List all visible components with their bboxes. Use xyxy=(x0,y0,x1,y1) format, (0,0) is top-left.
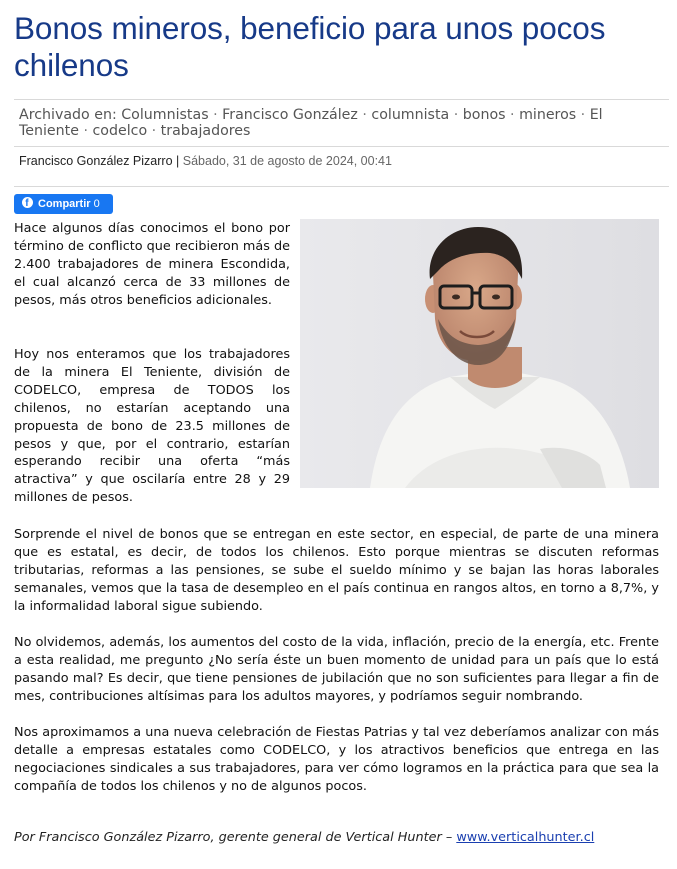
facebook-icon xyxy=(22,197,33,208)
share-label: Compartir xyxy=(38,198,91,210)
paragraph-5: Nos aproximamos a una nueva celebración de Fiestas Patrias y tal vez deberíamos analizar con más detalle a empresas estatales como CODELCO, y los atractivos beneficios que entrega en las negociaciones sindicales a sus trabajadores, para ver cómo logramos en la práctica para que sea la compañía de todos los chilenos y no de algunos pocos. xyxy=(14,725,659,794)
tag-separator: · xyxy=(213,107,218,123)
divider xyxy=(14,146,669,147)
vertical-hunter-link[interactable]: www.verticalhunter.cl xyxy=(456,830,595,845)
tag-separator: · xyxy=(580,107,586,123)
tag-separator: · xyxy=(510,107,515,123)
facebook-share-button[interactable] xyxy=(14,194,113,214)
tag-link-codelco[interactable]: codelco xyxy=(92,123,148,139)
paragraph-2: Hoy nos enteramos que los trabajadores de la minera El Teniente, división de CODELCO, empresa de TODOS los chilenos, no estarían aceptando una propuesta de bono de 23.5 millones de pesos y que, por el contrario, estarían esperando recibir una oferta “más atractiva” y que oscilaría entre 28 y 29 millones de pesos. xyxy=(14,347,290,506)
tag-separator: · xyxy=(151,123,157,139)
paragraph-3: Sorprende el nivel de bonos que se entregan en este sector, en especial, de parte de una minera que es estatal, es decir, de todos los chilenos. Esto porque mientras se discuten reformas tributarias, reformas a las pensiones, se sube el sueldo mínimo y se bajan las horas laborales semanales, vemos que la tasa de desempleo en el país continua en rangos altos, en torno a 8,7%, y la informalidad laboral sigue subiendo. xyxy=(14,527,659,614)
tag-separator: · xyxy=(362,107,367,123)
paragraph-4: No olvidemos, además, los aumentos del costo de la vida, inflación, precio de la energía, etc. Frente a esta realidad, me pregunto ¿No sería éste un buen momento de unidad para un país que lo está pasando mal? Es decir, que tiene pensiones de jubilación que no son suficientes para llegar a fin de mes, contribuciones altísimas para los adultos mayores, y podríamos seguir nombrando. xyxy=(14,635,659,704)
archived-label: Archivado en: xyxy=(19,107,117,123)
tag-link-mineros[interactable]: mineros xyxy=(519,107,577,123)
archived-tags xyxy=(19,107,659,139)
publish-date: Sábado, 31 de agosto de 2024, 00:41 xyxy=(182,154,392,168)
paragraph-1: Hace algunos días conocimos el bono por término de conflicto que recibieron más de 2.400 trabajadores de minera Escondida, el cual alcanzó cerca de 33 millones de pesos, más otros beneficios adicionales. xyxy=(14,221,290,308)
byline-separator: | xyxy=(176,154,180,168)
tag-separator: · xyxy=(453,107,459,123)
tag-link-trabajadores[interactable]: trabajadores xyxy=(160,123,251,139)
divider xyxy=(14,99,669,100)
byline xyxy=(19,154,392,168)
tag-link-bonos[interactable]: bonos xyxy=(462,107,506,123)
share-count: 0 xyxy=(93,198,100,210)
tag-link-columnistas[interactable]: Columnistas xyxy=(121,107,209,123)
article-signoff xyxy=(14,830,594,845)
author-name: Francisco González Pizarro xyxy=(19,154,173,168)
article-title: Bonos mineros, beneficio para unos pocos chilenos xyxy=(14,10,606,83)
divider xyxy=(14,186,669,187)
tag-link-columnista[interactable]: columnista xyxy=(371,107,450,123)
tag-link-francisco-gonzalez[interactable]: Francisco González xyxy=(222,107,358,123)
tag-link-el-teniente[interactable]: El Teniente xyxy=(19,107,603,139)
author-photo xyxy=(300,219,659,488)
signoff-text: Por Francisco González Pizarro, gerente general de Vertical Hunter – xyxy=(14,830,453,845)
tag-separator: · xyxy=(83,123,88,139)
